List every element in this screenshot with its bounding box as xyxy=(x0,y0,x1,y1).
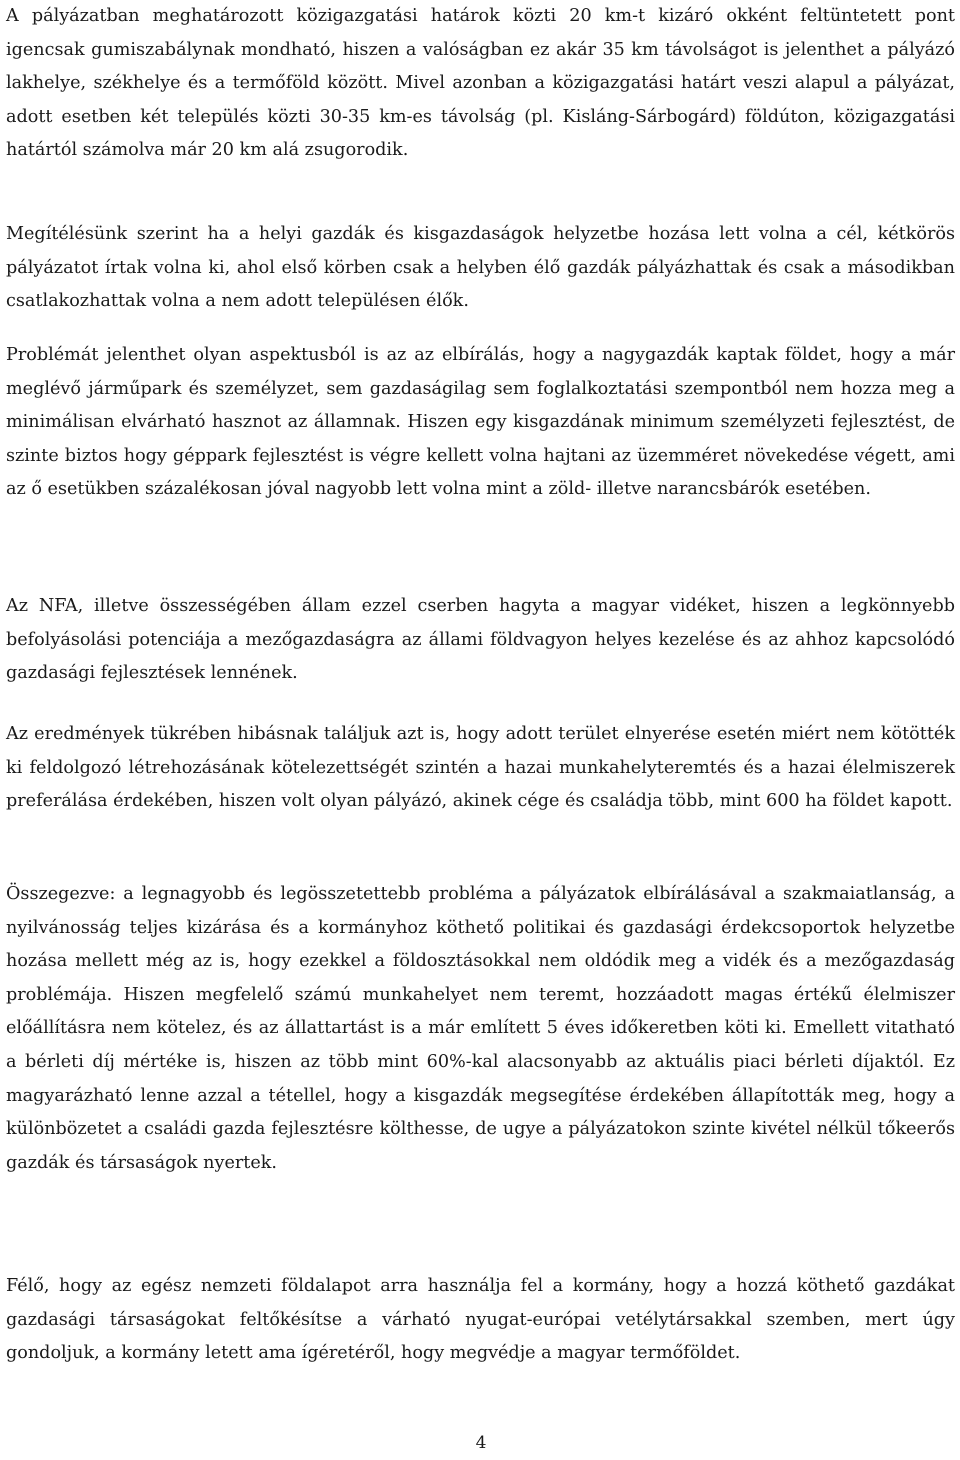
paragraph-3: Problémát jelenthet olyan aspektusból is az az elbírálás, hogy a nagygazdák kaptak földet, hogy a már meglévő járműpark és személyzet, sem gazdaságilag sem foglalkoztatási szempontból nem hozza meg a minimálisan elvárható hasznot az államnak. Hiszen egy kisgazdának minimum személyzeti fejlesztést, de szinte biztos hogy géppark fejlesztést is végre kellett volna hajtani az üzemméret növekedése végett, ami az ő esetükben százalékosan jóval nagyobb lett volna mint a zöld- illetve narancsbárók esetében. xyxy=(6,345,955,500)
paragraph-7: Félő, hogy az egész nemzeti földalapot arra használja fel a kormány, hogy a hozzá köthető gazdákat gazdasági társaságokat feltőkésítse a várható nyugat-európai vetélytársakkal szemben, mert úgy gondoljuk, a kormány letett ama ígéretéről, hogy megvédje a magyar termőföldet. xyxy=(6,1276,955,1364)
paragraph-6: Összegezve: a legnagyobb és legösszetettebb probléma a pályázatok elbírálásával a szakmaiatlanság, a nyilvánosság teljes kizárása és a kormányhoz köthető politikai és gazdasági érdekcsoportok helyzetbe hozása mellett még az is, hogy ezekkel a földosztásokkal nem oldódik meg a vidék és a mezőgazdaság problémája. Hiszen megfelelő számú munkahelyet nem teremt, hozzáadott magas értékű élelmiszer előállításra nem kötelez, és az állattartást is a már említett 5 éves időkeretben köti ki. Emellett vitatható a bérleti díj mértéke is, hiszen az több mint 60%-kal alacsonyabb az aktuális piaci bérleti díjaktól. Ez magyarázható lenne azzal a tétellel, hogy a kisgazdák megsegítése érdekében állapították meg, hogy a különbözetet a családi gazda fejlesztésre költhesse, de ugye a pályázatokon szinte kivétel nélkül tőkeerős gazdák és társaságok nyertek. xyxy=(6,884,955,1173)
paragraph-5: Az eredmények tükrében hibásnak találjuk azt is, hogy adott terület elnyerése esetén miért nem kötötték ki feldolgozó létrehozásának kötelezettségét szintén a hazai munkahelyteremtés és a hazai élelmiszerek preferálása érdekében, hiszen volt olyan pályázó, akinek cége és családja több, mint 600 ha földet kapott. xyxy=(6,724,955,812)
paragraph-1: A pályázatban meghatározott közigazgatási határok közti 20 km-t kizáró okként feltüntetett pont igencsak gumiszabálynak mondható, hiszen a valóságban ez akár 35 km távolságot is jelenthet a pályázó lakhelye, székhelye és a termőföld között. Mivel azonban a közigazgatási határt veszi alapul a pályázat, adott esetben két település közti 30-35 km-es távolság (pl. Kisláng-Sárbogárd) földúton, közigazgatási határtól számolva már 20 km alá zsugorodik. xyxy=(6,6,955,161)
document-page xyxy=(6,0,955,1460)
paragraph-4: Az NFA, illetve összességében állam ezzel cserben hagyta a magyar vidéket, hiszen a legkönnyebb befolyásolási potenciája a mezőgazdaságra az állami földvagyon helyes kezelése és az ahhoz kapcsolódó gazdasági fejlesztések lennének. xyxy=(6,596,955,684)
page-number: 4 xyxy=(475,1433,487,1453)
paragraph-2: Megítélésünk szerint ha a helyi gazdák és kisgazdaságok helyzetbe hozása lett volna a cél, kétkörös pályázatot írtak volna ki, ahol első körben csak a helyben élő gazdák pályázhattak és csak a másodikban csatlakozhattak volna a nem adott településen élők. xyxy=(6,224,955,312)
